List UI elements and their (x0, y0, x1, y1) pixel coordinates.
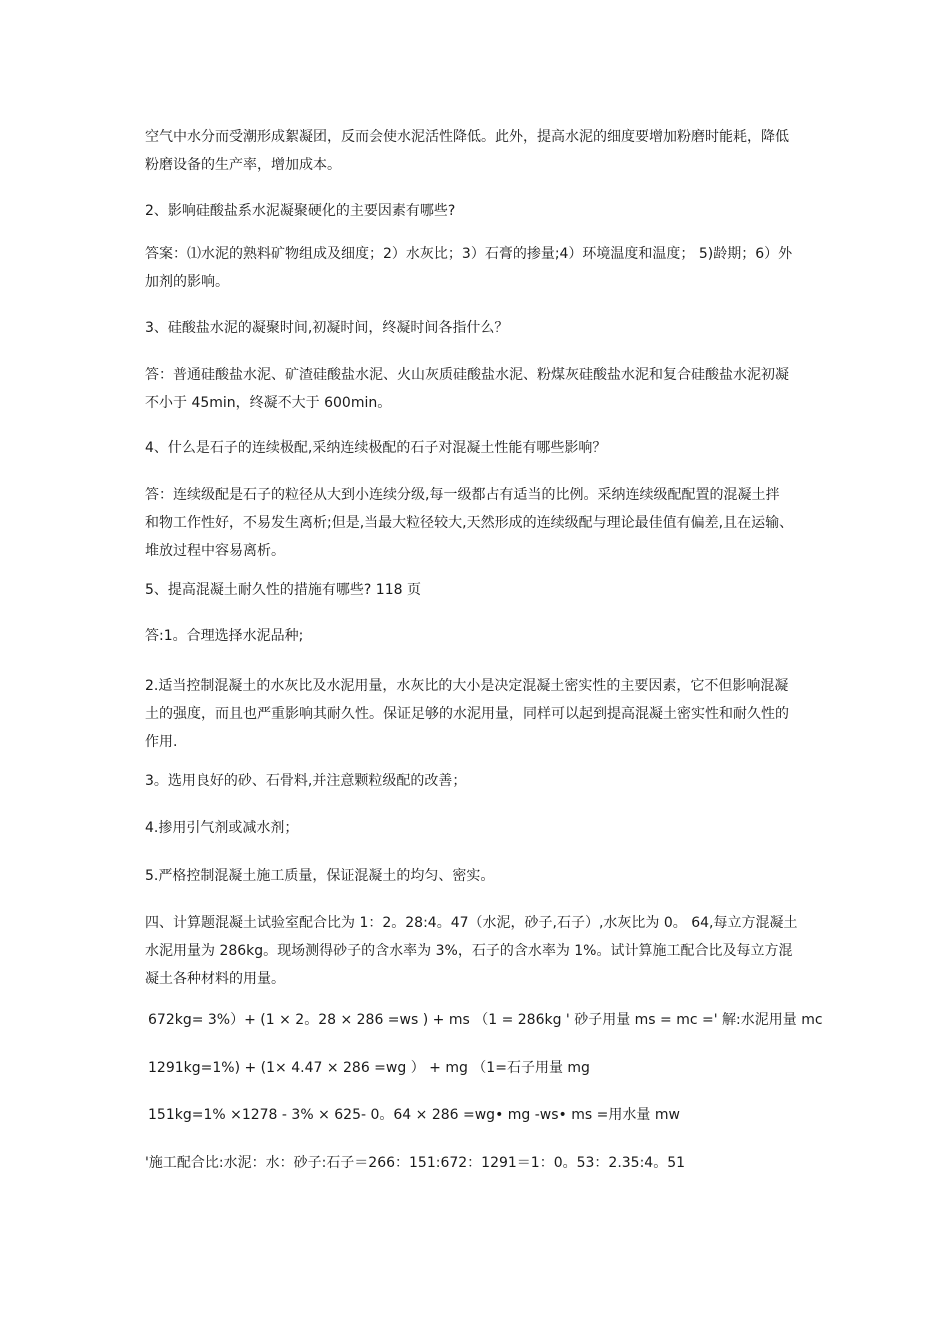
text-line: 答案：⑴水泥的熟料矿物组成及细度；2）水灰比；3）石膏的掺量;4）环境温度和温度； 5)龄期；6）外 (145, 246, 793, 262)
text-line: 672kg= 3%）+ (1 × 2。28 × 286 =ws ) + ms （1 = 286kg ' 砂子用量 ms = mc =' 解:水泥用量 mc (148, 1012, 823, 1028)
text-line: 凝土各种材料的用量。 (145, 971, 285, 987)
answer-3 (145, 361, 810, 417)
text-line: 四、计算题混凝土试验室配合比为 1：2。28:4。47（水泥，砂子,石子）,水灰比为 0。 64,每立方混凝土 (145, 915, 798, 931)
formula-line-3 (148, 1101, 813, 1129)
text-line: 151kg=1% ×1278 - 3% × 625- 0。64 × 286 =wg• mg -ws• ms =用水量 mw (148, 1107, 680, 1123)
text-line: '施工配合比:水泥：水：砂子:石子＝266：151:672：1291＝1：0。53：2.35:4。51 (145, 1155, 686, 1171)
question-5 (145, 576, 810, 604)
question-4 (145, 434, 810, 462)
text-line: 3、硅酸盐水泥的凝聚时间,初凝时间，终凝时间各指什么？ (145, 320, 509, 336)
question-2 (145, 197, 810, 225)
question-3 (145, 314, 810, 342)
text-line: 水泥用量为 286kg。现场测得砂子的含水率为 3%，石子的含水率为 1%。试计算施工配合比及每立方混 (145, 943, 793, 959)
text-line: 加剂的影响。 (145, 274, 229, 290)
text-line: 和物工作性好，不易发生离析;但是,当最大粒径较大,天然形成的连续级配与理论最佳值有偏差,且在运输、 (145, 515, 794, 531)
text-line: 答:1。合理选择水泥品种; (145, 628, 304, 644)
text-line: 5.严格控制混凝土施工质量，保证混凝土的均匀、密实。 (145, 868, 495, 884)
answer-5-item-2 (145, 672, 810, 756)
text-line: 4、什么是石子的连续极配,采纳连续极配的石子对混凝土性能有哪些影响？ (145, 440, 607, 456)
text-line: 4.掺用引气剂或减水剂； (145, 820, 299, 836)
text-line: 答：普通硅酸盐水泥、矿渣硅酸盐水泥、火山灰质硅酸盐水泥、粉煤灰硅酸盐水泥和复合硅酸盐水泥初凝 (145, 367, 789, 383)
answer-5-item-4 (145, 814, 810, 842)
text-line: 空气中水分而受潮形成絮凝团，反而会使水泥活性降低。此外，提高水泥的细度要增加粉磨时能耗，降低 (145, 129, 789, 145)
paragraph-cement-fineness (145, 123, 810, 179)
answer-5-item-5 (145, 862, 810, 890)
text-line: 作用. (145, 734, 178, 750)
text-line: 5、提高混凝土耐久性的措施有哪些? 118 页 (145, 582, 421, 598)
section-4-problem (145, 909, 810, 993)
text-line: 堆放过程中容易离析。 (145, 543, 285, 559)
answer-5-item-1 (145, 622, 810, 650)
text-line: 答：连续级配是石子的粒径从大到小连续分级,每一级都占有适当的比例。采纳连续级配配置的混凝土拌 (145, 487, 780, 503)
answer-4 (145, 481, 810, 565)
text-line: 2、影响硅酸盐系水泥凝聚硬化的主要因素有哪些? (145, 203, 456, 219)
answer-5-item-3 (145, 767, 810, 795)
text-line: 粉磨设备的生产率，增加成本。 (145, 157, 341, 173)
construction-mix-ratio (145, 1149, 810, 1177)
text-line: 3。选用良好的砂、石骨料,并注意颗粒级配的改善； (145, 773, 467, 789)
formula-line-2 (148, 1054, 813, 1082)
text-line: 1291kg=1%) + (1× 4.47 × 286 =wg ） + mg （1=石子用量 mg (148, 1060, 590, 1076)
text-line: 土的强度，而且也严重影响其耐久性。保证足够的水泥用量，同样可以起到提高混凝土密实性和耐久性的 (145, 706, 789, 722)
answer-2 (145, 240, 810, 296)
text-line: 不小于 45min，终凝不大于 600min。 (145, 395, 392, 411)
formula-line-1 (148, 1006, 823, 1034)
text-line: 2.适当控制混凝土的水灰比及水泥用量，水灰比的大小是决定混凝土密实性的主要因素，它不但影响混凝 (145, 678, 789, 694)
